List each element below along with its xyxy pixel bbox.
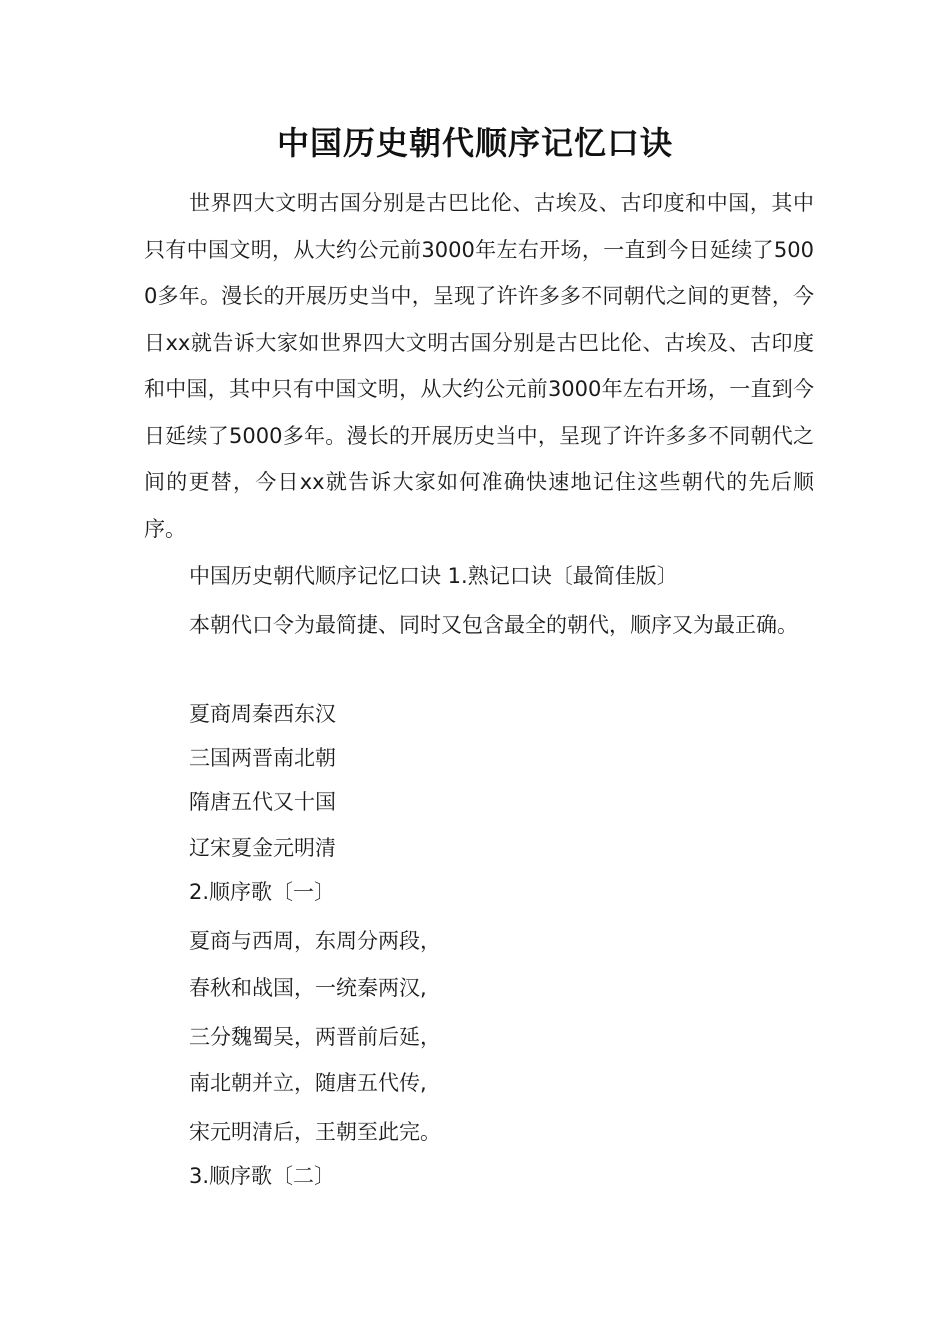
song1-line: 宋元明清后，王朝至此完。: [189, 1120, 441, 1144]
section1-description: 本朝代口令为最简捷、同时又包含最全的朝代，顺序又为最正确。: [189, 613, 798, 637]
section2-heading: 2.顺序歌〔一〕: [189, 880, 336, 904]
section3-heading: 3.顺序歌〔二〕: [189, 1164, 336, 1188]
song1-line: 夏商与西周，东周分两段，: [189, 929, 441, 953]
document-title: 中国历史朝代顺序记忆口诀: [276, 124, 673, 162]
mnemonic-line: 隋唐五代又十国: [189, 790, 336, 814]
song1-line: 南北朝并立，随唐五代传,: [189, 1071, 427, 1095]
section1-heading: 中国历史朝代顺序记忆口诀 1.熟记口诀〔最简佳版〕: [189, 564, 678, 588]
song1-line: 三分魏蜀吴，两晋前后延，: [189, 1025, 441, 1049]
mnemonic-line: 三国两晋南北朝: [189, 746, 336, 770]
song1-line: 春秋和战国，一统秦两汉,: [189, 976, 427, 1000]
mnemonic-line: 辽宋夏金元明清: [189, 836, 336, 860]
intro-paragraph: 世界四大文明古国分别是古巴比伦、古埃及、古印度和中国，其中只有中国文明，从大约公元前3000年左右开场，一直到今日延续了5000多年。漫长的开展历史当中，呈现了许许多多不同朝代之间的更替，今日xx就告诉大家如世界四大文明古国分别是古巴比伦、古埃及、古印度和中国，其中只有中国文明，从大约公元前3000年左右开场，一直到今日延续了5000多年。漫长的开展历史当中，呈现了许许多多不同朝代之间的更替，今日xx就告诉大家如何准确快速地记住这些朝代的先后顺序。: [144, 191, 814, 541]
mnemonic-line: 夏商周秦西东汉: [189, 702, 336, 726]
